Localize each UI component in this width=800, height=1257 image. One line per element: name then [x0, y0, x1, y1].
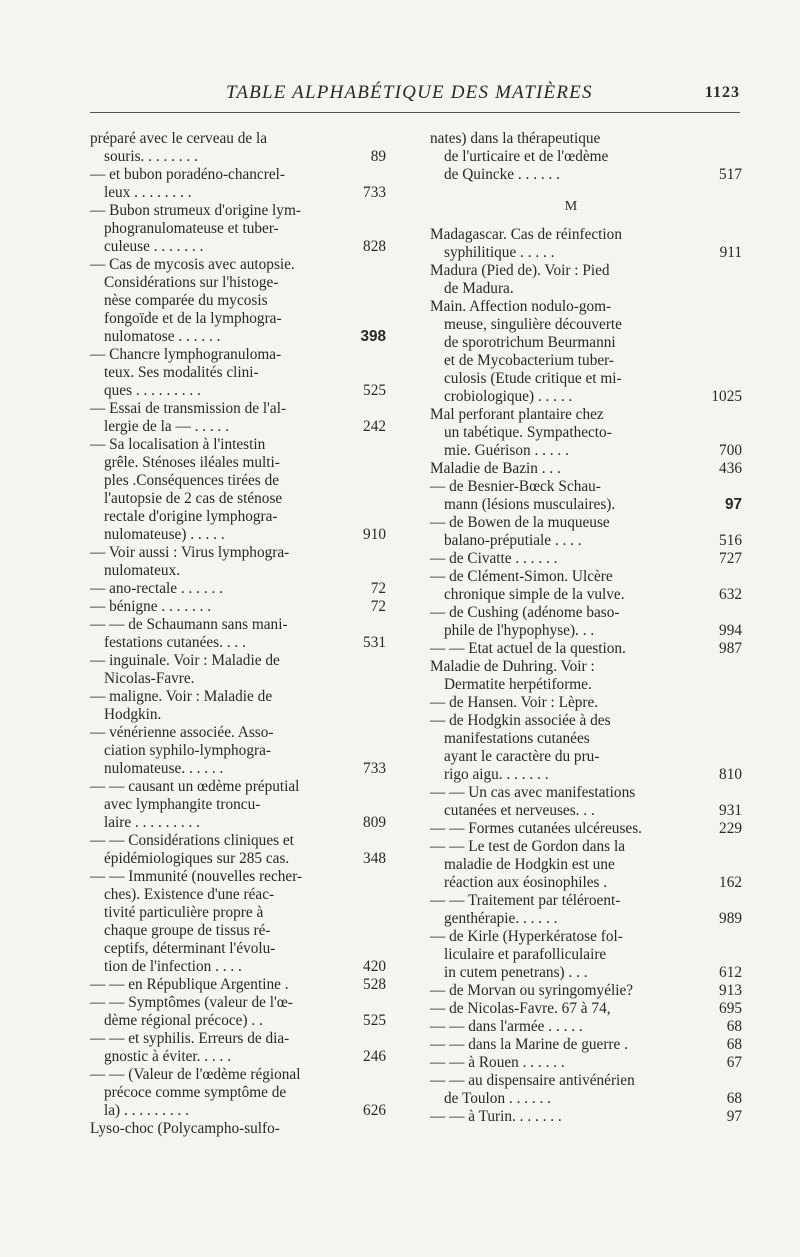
index-entry: [430, 820, 742, 838]
entry-line: — et bubon poradéno-chancrel-: [90, 166, 285, 183]
entry-page-number: 695: [719, 1000, 742, 1017]
entry-line: mann (lésions musculaires).: [444, 496, 616, 513]
entry-line: — — Considérations cliniques et: [90, 832, 294, 849]
entry-line: précoce comme symptôme de: [104, 1084, 287, 1101]
entry-line: — de Civatte . . . . . .: [430, 550, 558, 567]
entry-page-number: 97: [726, 1108, 742, 1125]
entry-line: lergie de la — . . . . .: [104, 418, 230, 435]
entry-page-number: 700: [719, 442, 742, 459]
entry-line: — — dans la Marine de guerre .: [430, 1036, 628, 1053]
index-entry: [90, 616, 386, 652]
entry-page-number: 68: [726, 1018, 742, 1035]
entry-line: — Sa localisation à l'intestin: [90, 436, 266, 453]
entry-line: ciation syphilo-lymphogra-: [104, 742, 271, 759]
index-entry: [90, 580, 386, 598]
index-entry: [430, 712, 742, 784]
entry-line: chronique simple de la vulve.: [444, 586, 625, 603]
index-entry: [430, 1036, 742, 1054]
entry-line: de l'urticaire et de l'œdème: [444, 148, 609, 165]
entry-line: — inguinale. Voir : Maladie de: [90, 652, 280, 669]
entry-line: — — et syphilis. Erreurs de dia-: [90, 1030, 290, 1047]
entry-line: — ano-rectale . . . . . .: [90, 580, 223, 597]
entry-page-number: 525: [363, 382, 386, 399]
entry-page-number: 162: [719, 874, 742, 891]
letter-separator: M: [564, 199, 578, 214]
entry-line: — de Nicolas-Favre. 67 à 74,: [430, 1000, 611, 1017]
entry-line: phogranulomateuse et tuber-: [104, 220, 279, 237]
entry-line: — Voir aussi : Virus lymphogra-: [90, 544, 290, 561]
entry-line: laire . . . . . . . . .: [104, 814, 201, 831]
entry-page-number: 733: [363, 184, 386, 201]
index-entry: [430, 226, 742, 262]
entry-line: Maladie de Duhring. Voir :: [430, 658, 595, 675]
entry-line: un tabétique. Sympathecto-: [444, 424, 612, 441]
index-entry: [430, 658, 712, 694]
entry-page-number: 910: [363, 526, 386, 543]
entry-page-number: 913: [719, 982, 742, 999]
entry-line: — — en République Argentine .: [90, 976, 289, 993]
entry-line: Dermatite herpétiforme.: [444, 676, 592, 693]
entry-line: festations cutanées. . . .: [104, 634, 246, 651]
entry-line: liculaire et parafolliculaire: [444, 946, 607, 963]
index-entry: [430, 928, 742, 982]
entry-line: — de Kirle (Hyperkératose fol-: [430, 928, 623, 945]
entry-line: préparé avec le cerveau de la: [90, 130, 268, 147]
index-entry: [430, 406, 742, 460]
index-entry: [90, 994, 386, 1030]
entry-line: — — (Valeur de l'œdème régional: [90, 1066, 301, 1083]
index-entry: [90, 688, 380, 724]
entry-page-number: 398: [360, 328, 386, 345]
index-entry: [430, 460, 742, 478]
entry-line: crobiologique) . . . . .: [444, 388, 573, 405]
entry-page-number: 727: [719, 550, 742, 567]
entry-page-number: 528: [363, 976, 386, 993]
entry-line: ceptifs, déterminant l'évolu-: [104, 940, 276, 957]
entry-line: — — Un cas avec manifestations: [430, 784, 636, 801]
entry-line: genthérapie. . . . . .: [444, 910, 558, 927]
header-page-number: 1123: [704, 84, 740, 101]
index-entry: [90, 202, 386, 256]
entry-line: manifestations cutanées: [444, 730, 590, 747]
entry-line: culeuse . . . . . . .: [104, 238, 204, 255]
entry-line: nulomateuse) . . . . .: [104, 526, 225, 543]
index-entry: [90, 976, 386, 994]
index-entry: [90, 346, 386, 400]
entry-line: Nicolas-Favre.: [104, 670, 195, 687]
entry-line: nulomateux.: [104, 562, 181, 579]
entry-page-number: 911: [719, 244, 742, 261]
entry-line: nèse comparée du mycosis: [104, 292, 268, 309]
entry-line: fongoïde et de la lymphogra-: [104, 310, 282, 327]
entry-page-number: 1025: [711, 388, 742, 405]
entry-line: tion de l'infection . . . .: [104, 958, 242, 975]
entry-line: cutanées et nerveuses. . .: [444, 802, 595, 819]
entry-page-number: 525: [363, 1012, 386, 1029]
entry-line: de Quincke . . . . . .: [444, 166, 560, 183]
entry-line: de Toulon . . . . . .: [444, 1090, 551, 1107]
entry-line: Madagascar. Cas de réinfection: [430, 226, 622, 243]
entry-page-number: 420: [363, 958, 386, 975]
entry-page-number: 733: [363, 760, 386, 777]
index-entry: [430, 568, 742, 604]
entry-line: — — Traitement par téléroent-: [430, 892, 621, 909]
entry-page-number: 242: [363, 418, 386, 435]
index-entry: [430, 1018, 742, 1036]
entry-page-number: 72: [370, 580, 386, 597]
entry-line: gnostic à éviter. . . . .: [104, 1048, 232, 1065]
index-entry: [430, 1072, 742, 1108]
entry-line: — — dans l'armée . . . . .: [430, 1018, 583, 1035]
entry-line: — Cas de mycosis avec autopsie.: [90, 256, 295, 273]
index-column-left: [90, 130, 386, 1138]
index-entry: [430, 298, 742, 406]
entry-line: la) . . . . . . . . .: [104, 1102, 189, 1119]
entry-line: souris. . . . . . . .: [104, 148, 198, 165]
entry-line: ayant le caractère du pru-: [444, 748, 600, 765]
entry-line: — maligne. Voir : Maladie de: [90, 688, 273, 705]
index-entry: [430, 262, 712, 298]
index-entry: [90, 778, 386, 832]
entry-page-number: 531: [363, 634, 386, 651]
entry-line: — — Immunité (nouvelles recher-: [90, 868, 303, 885]
index-entry: [90, 652, 380, 688]
entry-line: et de Mycobacterium tuber-: [444, 352, 615, 369]
entry-line: de Madura.: [444, 280, 514, 297]
entry-line: — bénigne . . . . . . .: [90, 598, 212, 615]
entry-line: — — à Rouen . . . . . .: [430, 1054, 565, 1071]
entry-line: chaque groupe de tissus ré-: [104, 922, 271, 939]
entry-page-number: 68: [726, 1090, 742, 1107]
entry-line: l'autopsie de 2 cas de sténose: [104, 490, 283, 507]
entry-line: — de Besnier-Bœck Schau-: [430, 478, 601, 495]
entry-line: épidémiologiques sur 285 cas.: [104, 850, 290, 867]
entry-line: — — à Turin. . . . . . .: [430, 1108, 562, 1125]
index-entry: [430, 1000, 742, 1018]
entry-page-number: 632: [719, 586, 742, 603]
entry-line: mie. Guérison . . . . .: [444, 442, 569, 459]
entry-line: syphilitique . . . . .: [444, 244, 555, 261]
entry-line: grêle. Sténoses iléales multi-: [104, 454, 280, 471]
entry-page-number: 626: [363, 1102, 386, 1119]
entry-line: — — de Schaumann sans mani-: [90, 616, 288, 633]
entry-line: avec lymphangite troncu-: [104, 796, 261, 813]
entry-line: de sporotrichum Beurmanni: [444, 334, 616, 351]
entry-line: ples .Conséquences tirées de: [104, 472, 280, 489]
entry-line: — de Cushing (adénome baso-: [430, 604, 620, 621]
index-column-right: [430, 130, 742, 1126]
entry-page-number: 517: [719, 166, 742, 183]
index-entry: [90, 130, 386, 166]
index-entry: [90, 868, 386, 976]
entry-page-number: 989: [719, 910, 742, 927]
index-entry: [430, 604, 742, 640]
entry-line: teux. Ses modalités clini-: [104, 364, 259, 381]
index-entry: [430, 784, 742, 820]
entry-line: nulomatose . . . . . .: [104, 328, 221, 345]
entry-line: — de Morvan ou syringomyélie?: [430, 982, 634, 999]
index-entry: [90, 436, 386, 544]
index-entry: [90, 1030, 386, 1066]
entry-line: Mal perforant plantaire chez: [430, 406, 604, 423]
entry-line: Madura (Pied de). Voir : Pied: [430, 262, 610, 279]
entry-line: — Chancre lymphogranuloma-: [90, 346, 282, 363]
index-entry: [430, 838, 742, 892]
entry-line: ches). Existence d'une réac-: [104, 886, 275, 903]
entry-page-number: 67: [726, 1054, 742, 1071]
entry-line: — — Formes cutanées ulcéreuses.: [430, 820, 642, 837]
entry-line: Maladie de Bazin . . .: [430, 460, 561, 477]
entry-line: — — au dispensaire antivénérien: [430, 1072, 635, 1089]
entry-line: Main. Affection nodulo-gom-: [430, 298, 612, 315]
entry-line: balano-préputiale . . . .: [444, 532, 582, 549]
entry-line: meuse, singulière découverte: [444, 316, 622, 333]
entry-page-number: 68: [726, 1036, 742, 1053]
entry-line: réaction aux éosinophiles .: [444, 874, 608, 891]
entry-page-number: 516: [719, 532, 742, 549]
entry-line: dème régional précoce) . .: [104, 1012, 263, 1029]
entry-page-number: 810: [719, 766, 742, 783]
entry-line: maladie de Hodgkin est une: [444, 856, 615, 873]
entry-line: in cutem penetrans) . . .: [444, 964, 588, 981]
entry-page-number: 229: [719, 820, 742, 837]
entry-page-number: 828: [363, 238, 386, 255]
entry-line: nates) dans la thérapeutique: [430, 130, 601, 147]
index-entry: [90, 832, 386, 868]
entry-page-number: 987: [719, 640, 742, 657]
entry-page-number: 612: [719, 964, 742, 981]
entry-page-number: 246: [363, 1048, 386, 1065]
index-entry: [90, 256, 386, 346]
entry-line: — Essai de transmission de l'al-: [90, 400, 287, 417]
index-entry: [90, 598, 386, 616]
entry-line: — — causant un œdème préputial: [90, 778, 300, 795]
running-header: [90, 82, 740, 113]
entry-line: — de Hansen. Voir : Lèpre.: [430, 694, 599, 711]
entry-page-number: 931: [719, 802, 742, 819]
entry-page-number: 72: [370, 598, 386, 615]
entry-line: — — Le test de Gordon dans la: [430, 838, 625, 855]
index-entry: [90, 166, 386, 202]
index-entry: [430, 982, 742, 1000]
entry-page-number: 89: [370, 148, 386, 165]
entry-line: Lyso-choc (Polycampho-sulfo-: [90, 1120, 280, 1137]
entry-line: — vénérienne associée. Asso-: [90, 724, 274, 741]
entry-line: — de Clément-Simon. Ulcère: [430, 568, 613, 585]
entry-line: — — Etat actuel de la question.: [430, 640, 626, 657]
index-entry: [90, 1120, 380, 1138]
index-entry: [430, 478, 742, 514]
entry-line: — Bubon strumeux d'origine lym-: [90, 202, 301, 219]
entry-page-number: 348: [363, 850, 386, 867]
entry-line: tivité particulière propre à: [104, 904, 264, 921]
entry-line: leux . . . . . . . .: [104, 184, 192, 201]
index-entry: [430, 130, 742, 184]
index-entry: [430, 640, 742, 658]
index-entry: [430, 514, 742, 550]
entry-line: Hodgkin.: [104, 706, 162, 723]
header-title: TABLE ALPHABÉTIQUE DES MATIÈRES: [226, 82, 593, 103]
index-entry: [430, 1108, 742, 1126]
entry-page-number: 97: [724, 496, 742, 513]
index-entry: [90, 400, 386, 436]
entry-page-number: 809: [363, 814, 386, 831]
index-entry: [90, 544, 380, 580]
entry-page-number: 436: [719, 460, 742, 477]
entry-line: — — Symptômes (valeur de l'œ-: [90, 994, 293, 1011]
index-entry: [430, 892, 742, 928]
index-entry: [430, 550, 742, 568]
index-entry: [430, 1054, 742, 1072]
entry-page-number: 994: [719, 622, 742, 639]
index-entry: [90, 1066, 386, 1120]
entry-line: rigo aigu. . . . . . .: [444, 766, 549, 783]
entry-line: rectale d'origine lymphogra-: [104, 508, 278, 525]
entry-line: Considérations sur l'histoge-: [104, 274, 279, 291]
entry-line: ques . . . . . . . . .: [104, 382, 201, 399]
entry-line: — de Hodgkin associée à des: [430, 712, 611, 729]
index-entry: [430, 694, 712, 712]
entry-line: culosis (Etude critique et mi-: [444, 370, 622, 387]
entry-line: phile de l'hypophyse). . .: [444, 622, 595, 639]
entry-line: nulomateuse. . . . . .: [104, 760, 224, 777]
index-entry: [90, 724, 386, 778]
entry-line: — de Bowen de la muqueuse: [430, 514, 610, 531]
